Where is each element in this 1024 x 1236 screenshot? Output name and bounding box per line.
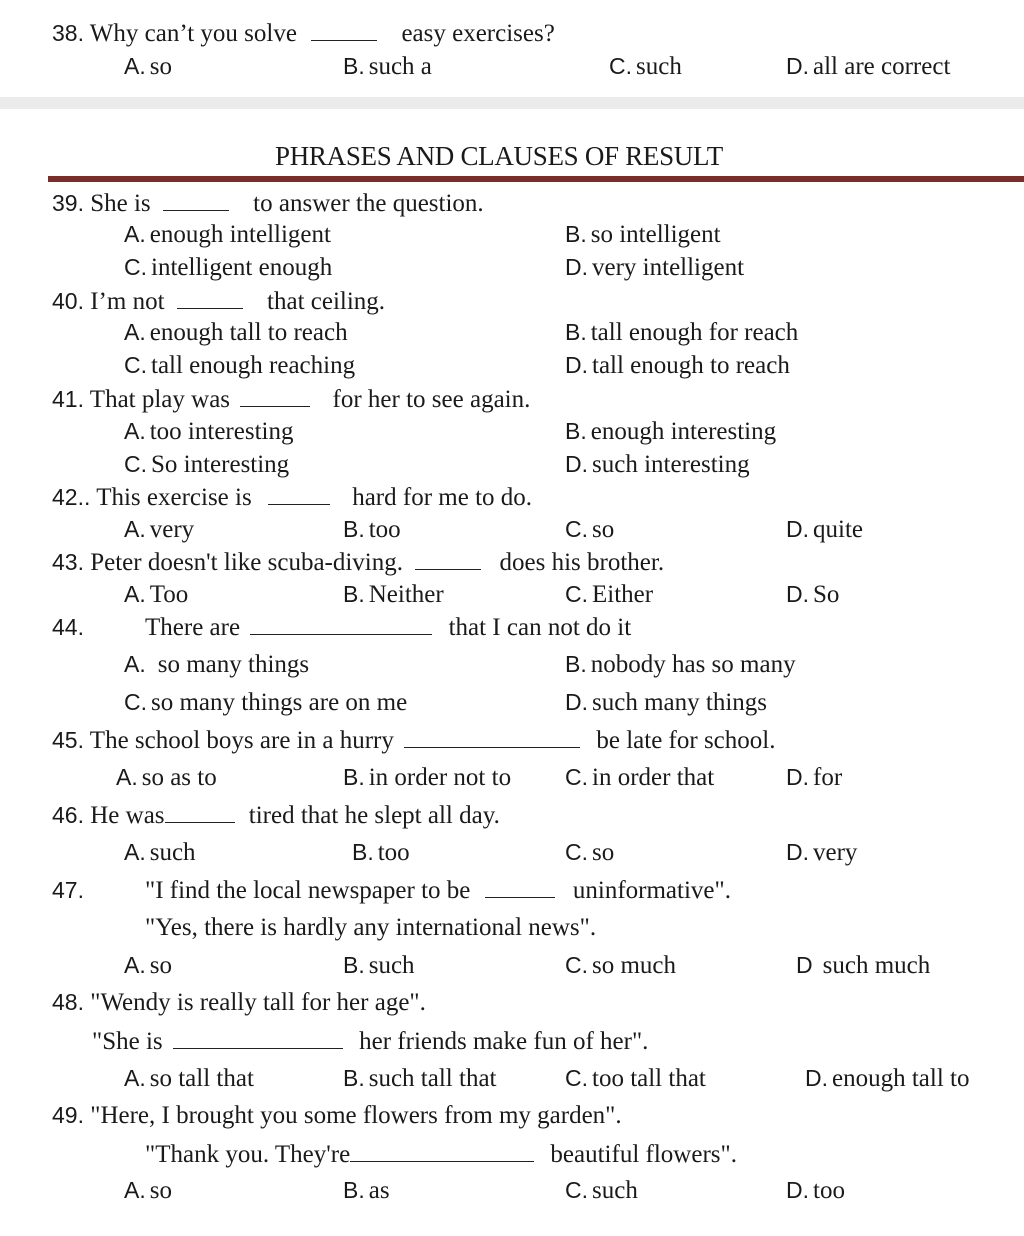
option-letter: C.	[609, 53, 632, 79]
question-46	[52, 802, 500, 828]
option-letter: B.	[343, 1177, 365, 1203]
question-number: 43.	[52, 549, 84, 575]
option-text: very	[813, 839, 858, 866]
option-d	[786, 582, 839, 607]
option-text: tall enough to reach	[592, 352, 790, 379]
option-a	[124, 222, 331, 247]
option-text: so many things are on me	[151, 689, 408, 716]
option-letter: D.	[565, 254, 588, 280]
option-text: for	[813, 764, 843, 791]
option-d	[786, 1178, 845, 1203]
option-letter: A.	[124, 53, 146, 79]
option-c	[124, 255, 332, 280]
question-text: Why can’t you solve	[89, 20, 297, 47]
option-text: such	[368, 952, 415, 979]
question-44	[145, 614, 631, 640]
option-letter: C.	[124, 352, 147, 378]
option-text: such much	[822, 952, 931, 979]
question-text: that I can not do it	[448, 614, 632, 641]
option-text: enough intelligent	[149, 221, 331, 248]
answer-blank	[165, 802, 235, 823]
option-text: so much	[592, 952, 677, 979]
option-letter: D.	[786, 839, 809, 865]
question-text: "Wendy is really tall for her age".	[90, 989, 426, 1016]
option-letter: A.	[124, 516, 146, 542]
option-letter: A.	[116, 764, 138, 790]
option-text: such a	[368, 53, 432, 80]
answer-blank	[250, 614, 432, 635]
option-text: too tall that	[592, 1065, 706, 1092]
option-a	[124, 517, 194, 542]
option-text: Too	[149, 581, 189, 608]
option-letter: C.	[565, 1065, 588, 1091]
option-letter: C.	[124, 254, 147, 280]
option-c	[565, 840, 614, 865]
question-text: easy exercises?	[401, 20, 555, 47]
option-a	[124, 1066, 254, 1091]
option-text: Either	[592, 581, 654, 608]
question-text: There are	[145, 614, 241, 641]
option-text: intelligent enough	[151, 254, 333, 281]
answer-blank	[173, 1028, 343, 1049]
option-text: so	[149, 952, 172, 979]
option-letter: A.	[124, 418, 146, 444]
question-text: He was	[90, 802, 165, 829]
option-a	[116, 765, 217, 790]
question-text: beautiful flowers".	[550, 1141, 737, 1168]
option-text: such many things	[592, 689, 767, 716]
question-text: "Thank you. They're	[145, 1141, 351, 1168]
option-text: so many things	[157, 651, 310, 678]
option-letter: A.	[124, 581, 146, 607]
answer-blank	[485, 877, 555, 898]
question-text: Peter doesn't like scuba-diving.	[90, 549, 404, 576]
option-text: too	[377, 839, 410, 866]
option-d	[565, 452, 750, 477]
option-c	[124, 690, 407, 715]
question-text: "I find the local newspaper to be	[145, 877, 471, 904]
option-text: nobody has so many	[590, 651, 796, 678]
option-letter: B.	[343, 516, 365, 542]
heading-rule	[48, 176, 1024, 182]
question-number: 41.	[52, 386, 84, 412]
option-a	[124, 419, 293, 444]
option-text: tall enough for reach	[590, 319, 799, 346]
option-letter: A.	[124, 1177, 146, 1203]
option-text: enough tall to	[832, 1065, 970, 1092]
option-c	[124, 353, 355, 378]
option-letter: D	[796, 952, 813, 978]
question-number: 48.	[52, 989, 84, 1015]
option-b	[343, 765, 511, 790]
option-text: such interesting	[592, 451, 750, 478]
option-text: all are correct	[813, 53, 951, 80]
option-letter: B.	[565, 221, 587, 247]
option-text: such tall that	[368, 1065, 497, 1092]
option-d	[805, 1066, 969, 1091]
option-d	[786, 765, 842, 790]
option-b	[343, 517, 401, 542]
option-a	[124, 1178, 172, 1203]
option-letter: C.	[565, 1177, 588, 1203]
page-separator	[0, 97, 1024, 109]
option-letter: B.	[352, 839, 374, 865]
option-text: in order not to	[368, 764, 512, 791]
option-b	[565, 222, 721, 247]
option-letter: C.	[565, 839, 588, 865]
option-text: very	[149, 516, 195, 543]
option-text: so	[149, 53, 172, 80]
question-number: 40.	[52, 288, 84, 314]
option-letter: C.	[124, 689, 147, 715]
option-text: quite	[813, 516, 863, 543]
option-d	[565, 690, 767, 715]
option-text: So interesting	[151, 451, 290, 478]
option-text: so intelligent	[590, 221, 721, 248]
option-letter: D.	[805, 1065, 828, 1091]
question-49-line2	[145, 1141, 737, 1167]
option-d	[796, 953, 930, 978]
option-letter: B.	[343, 952, 365, 978]
question-number: 39.	[52, 190, 84, 216]
option-text: enough tall to reach	[149, 319, 348, 346]
question-39	[52, 190, 484, 216]
option-b	[343, 1178, 390, 1203]
option-c	[565, 582, 653, 607]
question-number: 49.	[52, 1102, 84, 1128]
option-d	[565, 353, 790, 378]
option-letter: D.	[786, 53, 809, 79]
option-text: so as to	[141, 764, 217, 791]
option-letter: D.	[565, 352, 588, 378]
option-letter: A.	[124, 952, 146, 978]
question-text: "She is	[92, 1028, 163, 1055]
question-text: The school boys are in a hurry	[89, 727, 394, 754]
question-text: hard for me to do.	[352, 484, 533, 511]
question-41	[52, 386, 530, 412]
option-letter: C.	[565, 952, 588, 978]
option-text: too	[813, 1177, 845, 1204]
question-49	[52, 1103, 622, 1128]
question-43	[52, 549, 664, 575]
option-letter: B.	[343, 1065, 365, 1091]
option-text: enough interesting	[590, 418, 777, 445]
option-letter: A.	[124, 839, 146, 865]
answer-blank	[268, 484, 330, 505]
option-a	[124, 582, 188, 607]
option-a	[124, 840, 196, 865]
option-letter: C.	[565, 516, 588, 542]
question-48-line2	[92, 1028, 648, 1054]
question-text: "Here, I brought you some flowers from my garden".	[90, 1102, 622, 1129]
section-heading: PHRASES AND CLAUSES OF RESULT	[275, 141, 723, 171]
option-b	[352, 840, 410, 865]
question-40	[52, 288, 385, 314]
option-text: so	[592, 516, 615, 543]
option-c	[565, 765, 714, 790]
option-c	[565, 953, 676, 978]
option-text: in order that	[592, 764, 715, 791]
answer-blank	[404, 727, 580, 748]
option-d	[786, 54, 950, 79]
option-letter: D.	[565, 689, 588, 715]
option-letter: B.	[343, 53, 365, 79]
option-d	[786, 517, 863, 542]
answer-blank	[177, 288, 243, 309]
question-47	[145, 877, 731, 903]
option-letter: D.	[786, 764, 809, 790]
option-a	[124, 652, 309, 677]
option-text: too	[368, 516, 401, 543]
answer-blank	[415, 549, 481, 570]
option-d	[786, 840, 857, 865]
option-letter: A.	[124, 1065, 146, 1091]
question-text: does his brother.	[499, 549, 665, 576]
answer-blank	[350, 1141, 534, 1162]
option-letter: B.	[565, 319, 587, 345]
option-letter: A.	[124, 319, 146, 345]
question-text: This exercise is	[96, 484, 252, 511]
option-letter: A.	[124, 221, 146, 247]
option-letter: C.	[565, 581, 588, 607]
option-letter: D.	[786, 1177, 809, 1203]
option-b	[343, 953, 415, 978]
option-a	[124, 54, 172, 79]
question-text: tired that he slept all day.	[248, 802, 500, 829]
option-text: too interesting	[149, 418, 294, 445]
option-letter: C.	[124, 451, 147, 477]
option-text: such	[636, 53, 682, 80]
option-text: so	[149, 1177, 172, 1204]
question-text: for her to see again.	[332, 386, 531, 413]
option-b	[565, 419, 776, 444]
option-c	[609, 54, 682, 79]
option-a	[124, 320, 348, 345]
option-letter: B.	[565, 418, 587, 444]
question-text: That play was	[89, 386, 231, 413]
question-45	[52, 727, 775, 753]
question-47-line2: "Yes, there is hardly any international news".	[145, 914, 597, 941]
answer-blank	[311, 20, 377, 41]
option-c	[565, 1178, 638, 1203]
question-number: 42..	[52, 484, 91, 510]
option-letter: B.	[343, 581, 365, 607]
option-c	[565, 1066, 706, 1091]
option-text: So	[813, 581, 840, 608]
answer-blank	[240, 386, 310, 407]
question-text: I’m not	[90, 288, 165, 315]
question-number: 45.	[52, 727, 84, 753]
question-text: She is	[90, 190, 151, 217]
option-text: as	[368, 1177, 390, 1204]
option-letter: D.	[786, 581, 809, 607]
option-letter: D.	[565, 451, 588, 477]
option-b	[343, 1066, 496, 1091]
option-d	[565, 255, 744, 280]
question-number: 38.	[52, 20, 84, 46]
question-text: be late for school.	[596, 727, 776, 754]
option-a	[124, 953, 172, 978]
question-number: 47.	[52, 877, 84, 903]
option-b	[565, 652, 796, 677]
option-b	[343, 54, 432, 79]
option-letter: B.	[343, 764, 365, 790]
option-letter: B.	[565, 651, 587, 677]
option-text: such	[592, 1177, 638, 1204]
option-text: so tall that	[149, 1065, 254, 1092]
option-letter: C.	[565, 764, 588, 790]
answer-blank	[163, 190, 229, 211]
option-letter: D.	[786, 516, 809, 542]
option-b	[343, 582, 444, 607]
question-text: to answer the question.	[253, 190, 484, 217]
option-b	[565, 320, 798, 345]
option-text: very intelligent	[592, 254, 745, 281]
option-text: so	[592, 839, 615, 866]
question-48	[52, 990, 426, 1015]
option-c	[124, 452, 289, 477]
option-letter: A.	[124, 651, 146, 677]
question-42	[52, 484, 532, 510]
question-number: 44.	[52, 614, 84, 640]
option-text: such	[149, 839, 196, 866]
question-text: uninformative".	[572, 877, 731, 904]
question-38	[52, 20, 555, 46]
option-text: Neither	[368, 581, 444, 608]
option-c	[565, 517, 614, 542]
question-text: her friends make fun of her".	[359, 1028, 649, 1055]
option-text: tall enough reaching	[151, 352, 356, 379]
question-number: 46.	[52, 802, 84, 828]
question-text: that ceiling.	[267, 288, 386, 315]
